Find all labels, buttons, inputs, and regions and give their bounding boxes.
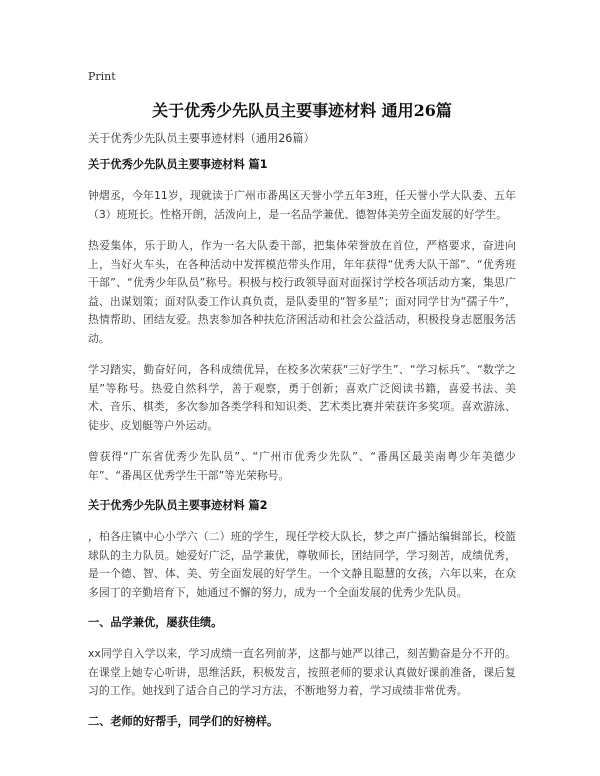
paragraph: 曾获得“广东省优秀少先队员”、“广州市优秀少先队”、“番禺区最美南粤少年美德少年”、“番禺区优秀学生干部”等光荣称号。 <box>88 450 516 482</box>
paragraph: xx同学自入学以来，学习成绩一直名列前茅，这都与她严以律己，刻苦勤奋是分不开的。在课堂上她专心听讲，思维活跃，积极发言，按照老师的要求认真做好课前准备，课后复习的工作。她找到了适合自己的学习方法，不断地努力着，学习成绩非常优秀。 <box>88 647 516 697</box>
print-link[interactable]: Print <box>88 70 116 83</box>
paragraph: 热爱集体，乐于助人，作为一名大队委干部，把集体荣誉放在首位，严格要求，奋进向上，当好火车头，在各种活动中发挥模范带头作用，年年获得“优秀大队干部”、“优秀班干部”、“优秀少年队员”称号。积极与校行政领导面对面探讨学校各项活动方案，集思广益、出谋划策；面对队委工作认真负责，是队委里的“智多星”；面对同学甘为“孺子牛”，热情帮助、团结友爱。热衷参加各种扶危济困活动和社会公益活动，积极投身志愿服务活动。 <box>88 239 516 345</box>
paragraph: 钟熠丞，今年11岁，现就读于广州市番禺区天誉小学五年3班，任天誉小学大队委、五年（3）班班长。性格开朗，活泼向上，是一名品学兼优、德智体美劳全面发展的好学生。 <box>88 189 516 221</box>
section-heading-1: 关于优秀少先队员主要事迹材料 篇1 <box>88 158 268 171</box>
section-heading-2: 关于优秀少先队员主要事迹材料 篇2 <box>88 499 268 512</box>
subsection-heading-2: 二、老师的好帮手，同学们的好榜样。 <box>88 714 279 728</box>
document-subtitle: 关于优秀少先队员主要事迹材料（通用26篇） <box>88 132 315 145</box>
paragraph: 学习踏实，勤奋好问，各科成绩优异，在校多次荣获“三好学生”、“学习标兵”、“数学之星”等称号。热爱自然科学，善于观察，勇于创新；喜欢广泛阅读书籍，喜爱书法、美术、音乐、棋类，多次参加各类学科和知识类、艺术类比赛并荣获许多奖项。喜欢游泳、徒步、皮划艇等户外运动。 <box>88 363 516 432</box>
document-body <box>88 157 516 744</box>
document-title: 关于优秀少先队员主要事迹材料 通用26篇 <box>152 101 452 120</box>
subsection-heading-1: 一、品学兼优，屡获佳绩。 <box>88 616 223 629</box>
paragraph: ，柏各庄镇中心小学六（二）班的学生，现任学校大队长，梦之声广播站编辑部长，校篮球队的主力队员。她爱好广泛，品学兼优，尊敬师长，团结同学，学习刻苦，成绩优秀，是一个德、智、体、美、劳全面发展的好学生。一个文静且聪慧的女孩，六年以来，在众多园丁的辛勤培育下，她通过不懈的努力，成为一个全面发展的优秀少先队员。 <box>88 530 516 599</box>
